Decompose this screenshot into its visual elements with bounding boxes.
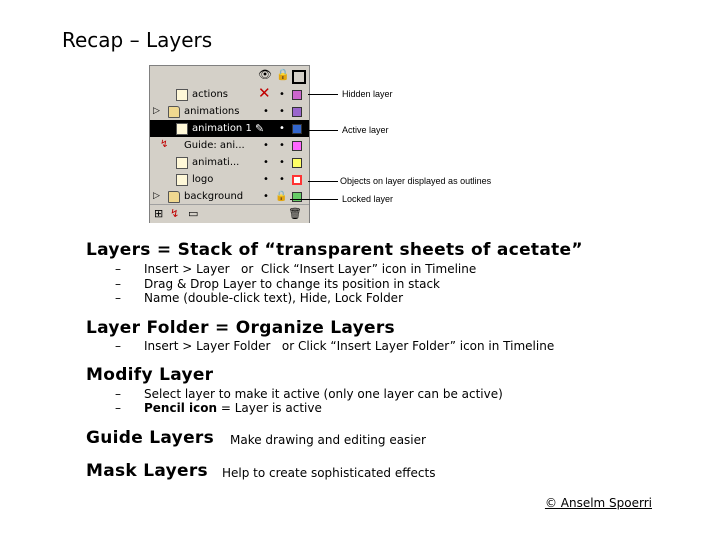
callout-locked-layer: Locked layer: [342, 194, 394, 204]
insert-layer-icon[interactable]: ⊞: [154, 207, 164, 220]
modify-layer-heading: Modify Layer: [86, 365, 214, 385]
layer-row[interactable]: [150, 120, 309, 138]
bullet-text: Drag & Drop Layer to change its position in stack: [144, 277, 440, 291]
slide-title: Recap – Layers: [62, 28, 213, 52]
layer-name[interactable]: actions: [192, 89, 228, 100]
callout-outlines: Objects on layer displayed as outlines: [340, 176, 492, 186]
bullet-dash: –: [115, 262, 121, 276]
folder-icon: [168, 191, 180, 203]
expand-arrow-icon[interactable]: ▷: [153, 191, 160, 201]
lock-dot-icon[interactable]: •: [279, 174, 285, 185]
visibility-dot-icon[interactable]: •: [263, 174, 269, 185]
bullet-text: Select layer to make it active (only one layer can be active): [144, 387, 503, 401]
layer-row[interactable]: [150, 171, 309, 189]
layer-name[interactable]: logo: [192, 174, 214, 185]
callout-line-locked: [290, 199, 338, 200]
bullet-dash: –: [115, 291, 121, 305]
callout-line-active: [308, 130, 338, 131]
bullet-text-rest: = Layer is active: [217, 401, 322, 415]
callout-line-outlines: [308, 181, 338, 182]
layer-name[interactable]: animation 1: [192, 123, 252, 134]
layer-icon: [176, 157, 188, 169]
timeline-header: [150, 66, 309, 87]
bullet-dash: –: [115, 387, 121, 401]
mask-layers-note: Help to create sophisticated effects: [222, 466, 436, 480]
folder-icon: [168, 106, 180, 118]
visibility-dot-icon[interactable]: •: [263, 191, 269, 202]
bullet-text: Insert > Layer Folder or Click “Insert Layer Folder” icon in Timeline: [144, 339, 555, 353]
trash-icon[interactable]: 🗑: [288, 207, 302, 220]
layer-name[interactable]: Guide: ani...: [184, 140, 245, 151]
insert-folder-icon[interactable]: ▭: [188, 207, 199, 220]
lock-dot-icon[interactable]: •: [279, 140, 285, 151]
layer-icon: [176, 89, 188, 101]
timeline-panel: [149, 65, 310, 223]
pencil-icon: ✎: [255, 122, 265, 135]
pencil-icon-term: Pencil icon: [144, 401, 218, 415]
bullet-text: [144, 401, 322, 415]
callout-active-layer: Active layer: [342, 125, 389, 135]
lock-header-icon[interactable]: 🔒: [276, 68, 290, 81]
bullet-dash: –: [115, 339, 121, 353]
eye-icon[interactable]: 👁: [258, 68, 272, 81]
bullet-dash: –: [115, 401, 121, 415]
layer-name[interactable]: animations: [184, 106, 240, 117]
outline-color-swatch[interactable]: [292, 90, 302, 100]
outline-toggle-icon[interactable]: [292, 70, 306, 84]
outline-color-swatch[interactable]: [292, 192, 302, 202]
lock-dot-icon[interactable]: •: [279, 89, 285, 100]
lock-dot-icon[interactable]: •: [279, 123, 285, 134]
layer-icon: [176, 174, 188, 186]
layer-name[interactable]: background: [184, 191, 244, 202]
timeline-footer: [150, 204, 309, 223]
hidden-x-icon[interactable]: ✕: [258, 84, 271, 102]
lock-icon[interactable]: 🔒: [275, 191, 288, 202]
bullet-dash: –: [115, 277, 121, 291]
layer-row[interactable]: [150, 137, 309, 155]
outline-color-swatch[interactable]: [292, 107, 302, 117]
callout-line-hidden: [308, 94, 338, 95]
visibility-dot-icon[interactable]: •: [263, 157, 269, 168]
layer-row[interactable]: [150, 103, 309, 121]
lock-dot-icon[interactable]: •: [279, 157, 285, 168]
layer-name[interactable]: animati...: [192, 157, 240, 168]
layer-row[interactable]: [150, 86, 309, 104]
mask-layers-heading: Mask Layers: [86, 461, 208, 481]
bullet-text: Name (double-click text), Hide, Lock Folder: [144, 291, 403, 305]
outline-color-swatch[interactable]: [292, 124, 302, 134]
add-guide-icon[interactable]: ↯: [170, 207, 180, 220]
author-credit[interactable]: © Anselm Spoerri: [544, 496, 652, 510]
guide-layers-note: Make drawing and editing easier: [230, 433, 426, 447]
callout-hidden-layer: Hidden layer: [342, 89, 393, 99]
layer-folder-heading: Layer Folder = Organize Layers: [86, 318, 395, 338]
outline-color-swatch[interactable]: [292, 175, 302, 185]
layer-row[interactable]: [150, 154, 309, 172]
visibility-dot-icon[interactable]: •: [263, 106, 269, 117]
guide-layer-icon: ↯: [160, 139, 169, 150]
lock-dot-icon[interactable]: •: [279, 106, 285, 117]
guide-layers-heading: Guide Layers: [86, 428, 214, 448]
layers-heading: Layers = Stack of “transparent sheets of acetate”: [86, 240, 583, 260]
bullet-text: Insert > Layer or Click “Insert Layer” icon in Timeline: [144, 262, 477, 276]
layers-bullets: [115, 262, 615, 306]
outline-color-swatch[interactable]: [292, 158, 302, 168]
layer-icon: [176, 123, 188, 135]
expand-arrow-icon[interactable]: ▷: [153, 106, 160, 116]
outline-color-swatch[interactable]: [292, 141, 302, 151]
visibility-dot-icon[interactable]: •: [263, 140, 269, 151]
